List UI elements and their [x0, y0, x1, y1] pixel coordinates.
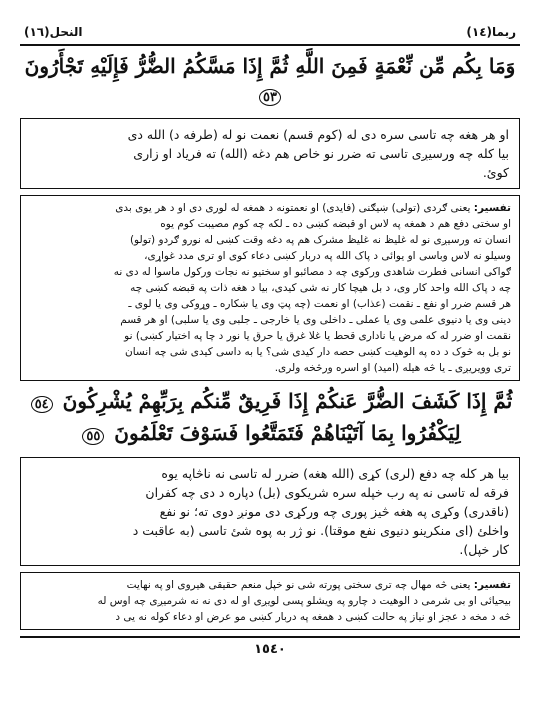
tafsir-1-line: نو بل به څوک د ده په الوهیت کښی حصه دار کیدی شی؟ یا به داسی کیدی شی چه انسان	[125, 346, 511, 358]
translation-1-line: کوئ.	[482, 165, 509, 180]
tafsir-1-line-text: یعنی ګردی (تولی) ښیګنی (فایدی) او نعمتونه د همغه له لوری دی او د هر یوی بدی	[115, 202, 471, 214]
tafsir-1-line: تری وویریږی ـ یا څه هیله (امید) او اسره ورڅخه ولری.	[274, 362, 511, 374]
page-header	[20, 22, 520, 42]
quran-tafsir-page	[20, 22, 520, 657]
translation-2-line: بیا هر کله چه دفع (لری) کړی (الله هغه) ضرر له تاسی نه ناڅاپه یوه	[161, 466, 509, 481]
tafsir-1-line: وسیلو نه لاس وباسی او یوائی د پاک الله په دربار کښی دعاء کوی او تری مدد غواړی،	[144, 250, 511, 262]
tafsir-1-line: نقمت او ضرر له که مرض یا ناداری قحط یا غلا غرق یا حرق یا نور د چا په اختیار کښی) نو	[124, 330, 511, 342]
verse-54	[20, 387, 520, 419]
tafsir-2-line	[29, 577, 511, 593]
verse-55-text: لِيَكْفُرُوا بِمَا آتَيْنَاهُمْ فَتَمَتَّعُوا فَسَوْفَ تَعْلَمُونَ	[114, 421, 461, 445]
tafsir-2-line: څه د مخه د عجز او نیاز په حالت کښی د همغه په دربار کښی مو عرض او دعاء کوله نه یی د	[115, 611, 511, 623]
footer-rule	[20, 636, 520, 638]
tafsir-box-1	[20, 195, 520, 381]
tafsir-1-line: ګواکی انسانی فطرت شاهدی ورکوی چه د مصائبو او سختیو نه نجات ورکول ماسوا له دی نه	[113, 266, 511, 278]
tafsir-box-2	[20, 572, 520, 630]
verse-55	[20, 419, 520, 451]
header-rule	[20, 44, 520, 46]
translation-1-line: بیا کله چه ورسیږی تاسی ته ضرر نو خاص هم دغه (الله) ته فریاد او زاری	[133, 146, 509, 161]
verse-54-text: ثُمَّ إِذَا كَشَفَ الضُّرَّ عَنكُمْ إِذَا فَرِيقٌ مِّنكُم بِرَبِّهِمْ يُشْرِكُونَ	[62, 389, 513, 413]
tafsir-1-line: چه د پاک الله واحد کار وی، د بل هیچا کار نه شی کیدی، بیا د هغه ذات په قبضه کښی چه	[130, 282, 511, 294]
translation-2-line: فرقه له تاسی نه په رب خپله سره شریکوی (بل) دپاره د دی چه کفران	[145, 485, 509, 500]
verse-54-marker: ٥٤	[31, 396, 53, 413]
header-juz-label: ربما(١٤)	[466, 25, 516, 39]
verse-53-marker: ٥٣	[259, 89, 281, 106]
verse-53	[20, 52, 520, 112]
tafsir-2-label: تفسیر:	[473, 579, 511, 591]
translation-box-2	[20, 457, 520, 566]
tafsir-1-label: تفسیر:	[473, 202, 511, 214]
tafsir-2-line-text: یعنی څه مهال چه تری سختی پورته شی نو خپل منعم حقیقی هیروی او په نهایت	[126, 579, 471, 591]
tafsir-1-line	[29, 200, 511, 216]
tafsir-1-line: او سختی دفع هم د همغه په لاس او قبضه کښی ده ـ لکه چه کوم مصیبت کوم یوه	[160, 218, 511, 230]
translation-2-line: (ناقدری) وکړی په هغه څیز پوری چه ورکړی دی مونږ دوی ته؛ نو نفع	[159, 504, 509, 519]
translation-2-line: واخلئ (ای منکرینو دنیوی نفع موقتا). نو ژر به پوه شئ تاسی (به عاقبت د	[132, 523, 509, 538]
header-surah-label: النحل(١٦)	[24, 25, 83, 39]
translation-2-line: کار خپل).	[459, 542, 509, 557]
tafsir-1-line: هر قسم ضرر او نفع ـ نقمت (عذاب) او نعمت (چه پټ وی یا ښکاره ـ وړوکی وی یا لوی ـ	[128, 298, 511, 310]
page-number: ١٥٤٠	[254, 642, 286, 657]
verse-54-55	[20, 387, 520, 451]
verse-55-marker: ٥٥	[82, 428, 104, 445]
tafsir-1-line: دینی وی یا دنیوی علمی وی یا عملی ـ داخلی وی یا خارجی ـ جلبی وی یا سلبی) او هر قسم	[120, 314, 511, 326]
translation-box-1	[20, 118, 520, 189]
translation-1-line: او هر هغه چه تاسی سره دی له (کوم قسم) نعمت نو له (طرفه د) الله دی	[127, 127, 509, 142]
tafsir-2-line: بیحیائی او بی شرمی د الوهیت د چارو په ویشلو پسی لویږی او له دی نه نه شرمیږی چه اوس له	[97, 595, 511, 607]
verse-53-text: وَمَا بِكُم مِّن نِّعْمَةٍ فَمِنَ اللَّهِ ثُمَّ إِذَا مَسَّكُمُ الضُّرُّ فَإِلَيْهِ تَجْأَرُونَ	[24, 54, 516, 78]
tafsir-1-line: انسان ته ورسیږی نو له غلیظ نه غلیظ مشرک هم په دغه وقت کښی له نورو ګردو (تولو)	[129, 234, 511, 246]
